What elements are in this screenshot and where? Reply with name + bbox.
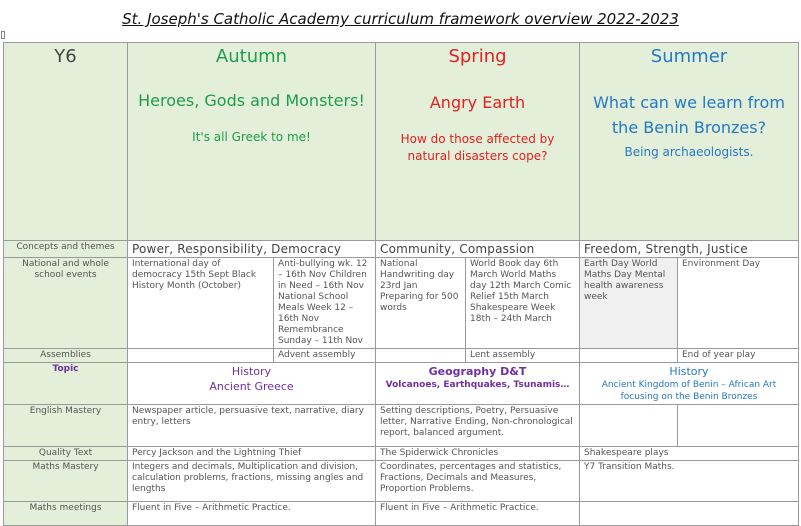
topic-summer bbox=[580, 363, 799, 405]
events-row bbox=[4, 258, 799, 349]
summer-theme: What can we learn from the Benin Bronzes? bbox=[593, 93, 785, 137]
summer-subtitle: Being archaeologists. bbox=[624, 145, 754, 159]
events-label: National and whole school events bbox=[4, 258, 128, 349]
assemblies-label: Assemblies bbox=[4, 349, 128, 363]
topic-spring-subject: Geography D&T bbox=[428, 365, 527, 378]
maths-meetings-label: Maths meetings bbox=[4, 502, 128, 526]
quality-text-summer: Shakespeare plays bbox=[580, 447, 799, 461]
autumn-term-name: Autumn bbox=[215, 46, 288, 67]
assemblies-row bbox=[4, 349, 799, 363]
concepts-row bbox=[4, 241, 799, 258]
maths-autumn: Integers and decimals, Multiplication and division, calculation problems, fractions, missing angles and lengths bbox=[128, 461, 376, 502]
spring-theme: Angry Earth bbox=[429, 93, 526, 112]
events-spring-a: National Handwriting day 23rd Jan Preparing for 500 words bbox=[376, 258, 466, 349]
topic-summer-subject: History bbox=[669, 365, 709, 378]
events-summer-a: Earth Day World Maths Day Mental health awareness week bbox=[580, 258, 678, 349]
topic-row bbox=[4, 363, 799, 405]
maths-spring: Coordinates, percentages and statistics, Fractions, Decimals and Measures, Proportion Problems. bbox=[376, 461, 580, 502]
english-row bbox=[4, 405, 799, 447]
quality-text-spring: The Spiderwick Chronicles bbox=[376, 447, 580, 461]
spring-subtitle: How do those affected by natural disasters cope? bbox=[400, 132, 555, 163]
maths-row bbox=[4, 461, 799, 502]
term-header-row bbox=[4, 43, 799, 241]
maths-meetings-spring: Fluent in Five – Arithmetic Practice. bbox=[376, 502, 580, 526]
table-handle-icon[interactable] bbox=[1, 31, 5, 39]
autumn-subtitle: It's all Greek to me! bbox=[192, 130, 311, 144]
english-autumn: Newspaper article, persuasive text, narrative, diary entry, letters bbox=[128, 405, 376, 447]
topic-label: Topic bbox=[52, 364, 79, 374]
topic-label-cell bbox=[4, 363, 128, 405]
events-autumn-b: Anti-bullying wk. 12 – 16th Nov Children in Need – 16th Nov National School Meals Week 12 – 16th Nov Remembrance Sunday – 11th Nov bbox=[274, 258, 376, 349]
assemblies-summer-a bbox=[580, 349, 678, 363]
concepts-summer: Freedom, Strength, Justice bbox=[580, 241, 799, 258]
autumn-header bbox=[128, 43, 376, 241]
events-autumn-a: International day of democracy 15th Sept Black History Month (October) bbox=[128, 258, 274, 349]
assemblies-autumn-a bbox=[128, 349, 274, 363]
maths-meetings-summer bbox=[580, 502, 799, 526]
assemblies-spring-a bbox=[376, 349, 466, 363]
events-spring-b: World Book day 6th March World Maths day 12th March Comic Relief 15th March Shakespeare Week 18th – 24th March bbox=[466, 258, 580, 349]
concepts-autumn: Power, Responsibility, Democracy bbox=[128, 241, 376, 258]
english-summer-b bbox=[678, 405, 799, 447]
english-summer-a bbox=[580, 405, 678, 447]
summer-term-name: Summer bbox=[650, 46, 728, 67]
summer-header bbox=[580, 43, 799, 241]
quality-text-row bbox=[4, 447, 799, 461]
autumn-theme: Heroes, Gods and Monsters! bbox=[138, 91, 365, 110]
topic-autumn-subject: History bbox=[231, 365, 272, 378]
maths-meetings-row bbox=[4, 502, 799, 526]
spring-header bbox=[376, 43, 580, 241]
quality-text-label: Quality Text bbox=[4, 447, 128, 461]
maths-meetings-autumn: Fluent in Five – Arithmetic Practice. bbox=[128, 502, 376, 526]
topic-autumn-detail: Ancient Greece bbox=[209, 380, 294, 393]
assemblies-spring-b: Lent assembly bbox=[466, 349, 580, 363]
curriculum-table bbox=[3, 42, 799, 526]
english-spring: Setting descriptions, Poetry, Persuasive letter, Narrative Ending, Non-chronological report, balanced argument. bbox=[376, 405, 580, 447]
english-label: English Mastery bbox=[4, 405, 128, 447]
topic-spring bbox=[376, 363, 580, 405]
maths-label: Maths Mastery bbox=[4, 461, 128, 502]
topic-autumn bbox=[128, 363, 376, 405]
assemblies-summer-b: End of year play bbox=[678, 349, 799, 363]
document-title: St. Joseph's Catholic Academy curriculum framework overview 2022-2023 bbox=[122, 10, 679, 28]
topic-spring-detail: Volcanoes, Earthquakes, Tsunamis… bbox=[385, 380, 570, 390]
assemblies-autumn-b: Advent assembly bbox=[274, 349, 376, 363]
events-summer-b: Environment Day bbox=[678, 258, 799, 349]
maths-summer: Y7 Transition Maths. bbox=[580, 461, 799, 502]
quality-text-autumn: Percy Jackson and the Lightning Thief bbox=[128, 447, 376, 461]
concepts-label: Concepts and themes bbox=[4, 241, 128, 258]
year-group-cell bbox=[4, 43, 128, 241]
year-group: Y6 bbox=[54, 46, 77, 67]
spring-term-name: Spring bbox=[448, 46, 507, 67]
concepts-spring: Community, Compassion bbox=[376, 241, 580, 258]
topic-summer-detail: Ancient Kingdom of Benin – African Art focusing on the Benin Bronzes bbox=[601, 380, 777, 402]
